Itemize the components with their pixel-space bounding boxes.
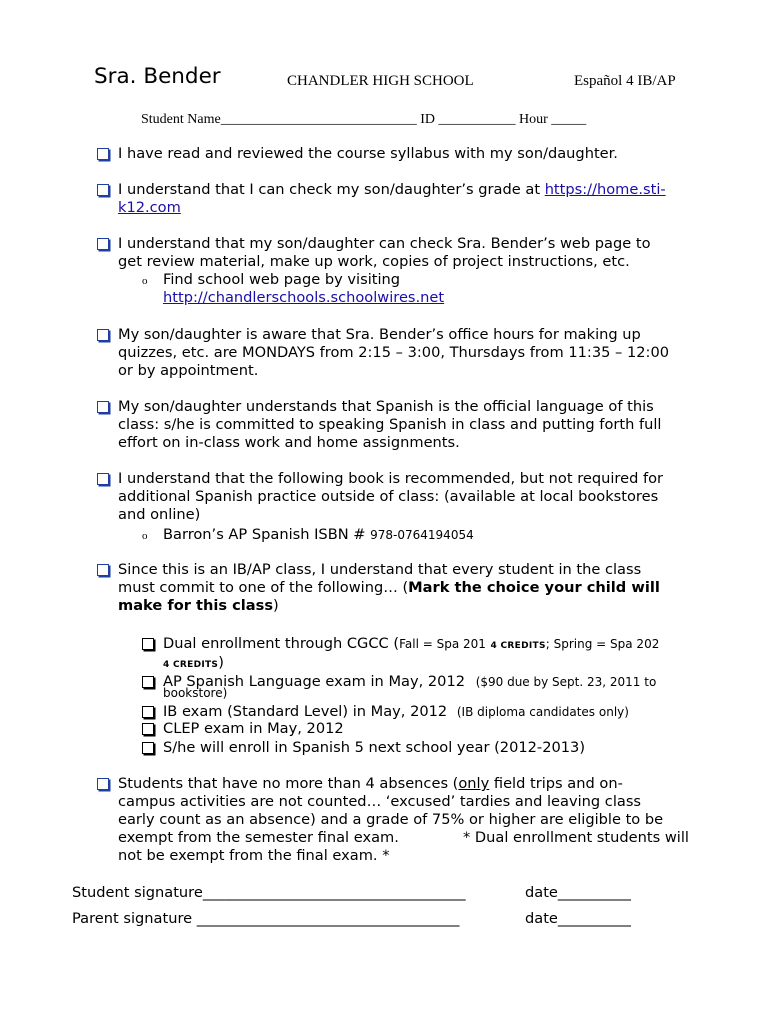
book-title: Barron’s AP Spanish ISBN # (163, 526, 366, 543)
item-hours-line3: or by appointment. (118, 362, 259, 379)
option-ap (163, 673, 656, 691)
item-ibap-line3 (118, 597, 279, 615)
ib-note: (IB diploma candidates only) (456, 705, 629, 719)
checkbox-spanish5[interactable] (142, 742, 154, 754)
grade-link-part2[interactable]: k12.com (118, 199, 181, 216)
item-book-line1: I understand that the following book is recommended, but not required for (118, 470, 664, 487)
checkbox-syllabus[interactable] (97, 148, 109, 160)
item-grade-text: I understand that I can check my son/daughter’s grade at (118, 181, 541, 198)
book-sub-line (163, 526, 474, 544)
item-webpage-line1: I understand that my son/daughter can check Sra. Bender’s web page to (118, 235, 651, 252)
option-spanish5: S/he will enroll in Spanish 5 next school year (2012-2013) (163, 739, 586, 756)
option-clep: CLEP exam in May, 2012 (163, 720, 344, 737)
item-grade-line1 (118, 181, 666, 199)
course-name: Español 4 IB/AP (574, 73, 676, 89)
checkbox-language[interactable] (97, 401, 109, 413)
abs-l4a: exempt from the semester final exam. (118, 829, 399, 846)
item-absences-line1 (118, 775, 623, 793)
item-lang-line3: effort on in-class work and home assignments. (118, 434, 460, 451)
teacher-name: Sra. Bender (94, 64, 221, 89)
ap-note: ($90 due by Sept. 23, 2011 to (475, 675, 657, 689)
item-book-line2: additional Spanish practice outside of class: (available at local bookstores (118, 488, 659, 505)
checkbox-book[interactable] (97, 473, 109, 485)
item-absences-line2: campus activities are not counted… ‘excused’ tardies and leaving class (118, 793, 642, 810)
checkbox-grade[interactable] (97, 184, 109, 196)
ibap-line2-text: must commit to one of the following… ( (118, 579, 409, 596)
student-info-line: Student Name____________________________ ID ___________ Hour _____ (141, 112, 587, 127)
abs-l4b: * Dual enrollment students will (463, 829, 689, 846)
dual-fall: Fall = Spa 201 (399, 637, 486, 651)
item-ibap-line1: Since this is an IB/AP class, I understand that every student in the class (118, 561, 642, 578)
dual-close: ) (218, 654, 224, 671)
checkbox-ap-exam[interactable] (142, 676, 154, 688)
option-dual-line2 (163, 654, 224, 674)
webpage-sub-line2 (163, 289, 444, 307)
item-syllabus: I have read and reviewed the course syllabus with my son/daughter. (118, 145, 618, 162)
abs-l1b: field trips and on- (489, 775, 623, 792)
abs-l1a: Students that have no more than 4 absences ( (118, 775, 459, 792)
option-ib (163, 703, 629, 721)
bullet-icon: o (142, 275, 148, 287)
school-name: CHANDLER HIGH SCHOOL (287, 73, 474, 89)
ap-note-line2: bookstore) (163, 686, 228, 700)
item-lang-line2: class: s/he is committed to speaking Spanish in class and putting forth full (118, 416, 662, 433)
ibap-bold-2: make for this class (118, 597, 274, 614)
item-lang-line1: My son/daughter understands that Spanish is the official language of this (118, 398, 654, 415)
checkbox-clep[interactable] (142, 723, 154, 735)
item-absences-line3: early count as an absence) and a grade of 75% or higher are eligible to be (118, 811, 664, 828)
checkbox-webpage[interactable] (97, 238, 109, 250)
item-grade-line2 (118, 199, 181, 217)
checkbox-office-hours[interactable] (97, 329, 109, 341)
abs-l1-only: only (458, 775, 490, 792)
webpage-sub-text: Find school web page by visiting (163, 271, 401, 288)
item-book-line3: and online) (118, 506, 201, 523)
ib-main: IB exam (Standard Level) in May, 2012 (163, 703, 448, 720)
checkbox-ib-exam[interactable] (142, 706, 154, 718)
checkbox-ibap[interactable] (97, 564, 109, 576)
item-absences-line5: not be exempt from the final exam. * (118, 847, 390, 864)
school-webpage-link[interactable]: http://chandlerschools.schoolwires.net (163, 289, 445, 306)
student-date-line[interactable]: date__________ (525, 884, 631, 901)
option-dual (163, 635, 659, 655)
checkbox-dual-enrollment[interactable] (142, 638, 154, 650)
dual-main: Dual enrollment through CGCC ( (163, 635, 400, 652)
dual-spring: ; Spring = Spa 202 (545, 637, 660, 651)
grade-link-part1[interactable]: https://home.sti- (544, 181, 666, 198)
student-signature-line[interactable]: Student signature____________________________________ (72, 884, 466, 901)
ibap-bold-1: Mark the choice your child will (408, 579, 660, 596)
parent-signature-line[interactable]: Parent signature ____________________________________ (72, 910, 460, 927)
item-hours-line1: My son/daughter is aware that Sra. Bender’s office hours for making up (118, 326, 641, 343)
book-isbn: 978-0764194054 (370, 528, 474, 542)
ap-main: AP Spanish Language exam in May, 2012 (163, 673, 466, 690)
bullet-icon: o (142, 530, 148, 542)
dual-credits1: 4 CREDITS (490, 641, 546, 651)
item-ibap-line2 (118, 579, 660, 597)
dual-credits2: 4 CREDITS (163, 660, 219, 670)
ibap-close: ) (273, 597, 279, 614)
item-absences-line4 (118, 829, 689, 847)
item-hours-line2: quizzes, etc. are MONDAYS from 2:15 – 3:00, Thursdays from 11:35 – 12:00 (118, 344, 670, 361)
parent-date-line[interactable]: date__________ (525, 910, 631, 927)
checkbox-absences[interactable] (97, 778, 109, 790)
item-webpage-line2: get review material, make up work, copies of project instructions, etc. (118, 253, 630, 270)
